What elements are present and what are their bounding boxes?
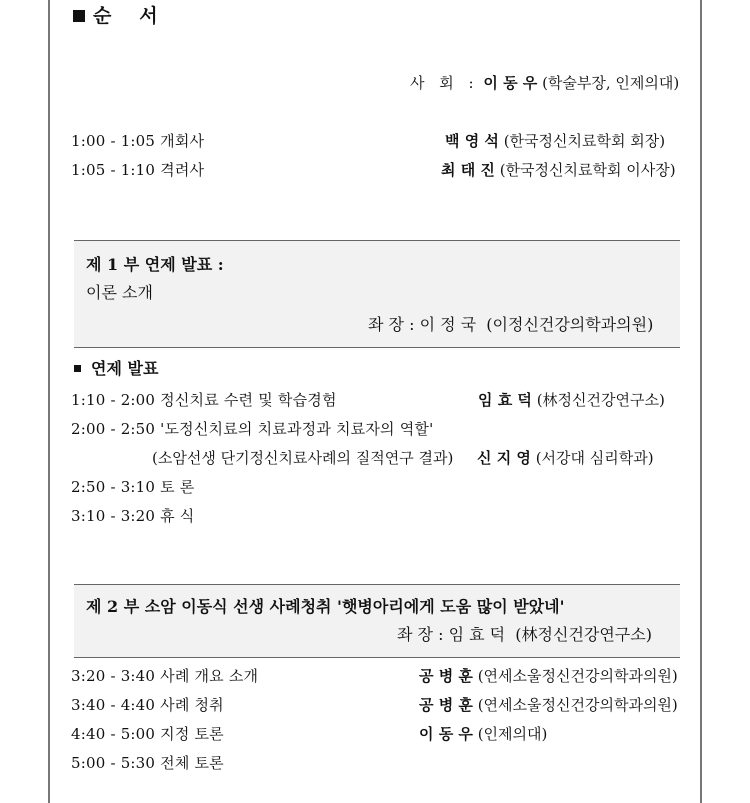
chair-label: 좌 장 : [397, 625, 444, 644]
speaker-affiliation: (인제의대) [477, 725, 548, 743]
talk-row-2-subtitle: (소암선생 단기정신치료사례의 질적연구 결과) [152, 449, 454, 467]
speaker-name: 최 태 진 [441, 161, 495, 179]
page-border-left [48, 0, 50, 803]
host-affiliation: (학술부장, 인제의대) [542, 74, 680, 92]
part1-subtitle: 이론 소개 [86, 283, 153, 302]
session2-row-1-speaker [419, 666, 678, 686]
session2-row-3-speaker [419, 724, 547, 744]
section-heading [73, 6, 160, 26]
section-heading-text: 순 서 [93, 5, 160, 27]
talk-row-2-speaker [477, 448, 654, 468]
chair-name: 임 효 덕 (林정신건강연구소) [448, 625, 652, 644]
speaker-affiliation: (연세소울정신건강의학과의원) [477, 667, 678, 685]
talks-heading-text: 연제 발표 [91, 359, 159, 378]
chair-name: 이 정 국 (이정신건강의학과의원) [419, 315, 654, 334]
square-bullet-icon [74, 365, 81, 372]
talk-row-2-time: 2:00 - 2:50 '도정신치료의 치료과정과 치료자의 역할' [71, 420, 434, 438]
speaker-affiliation: (연세소울정신건강의학과의원) [477, 696, 678, 714]
speaker-name: 백 영 석 [445, 132, 499, 150]
page-border-right [700, 0, 702, 803]
part2-box [74, 584, 680, 658]
session2-row-2-time: 3:40 - 4:40 사례 청취 [71, 696, 224, 714]
speaker-name: 공 병 훈 [419, 696, 473, 714]
opening-speaker-1 [445, 131, 665, 151]
talk-row-1-time: 1:10 - 2:00 정신치료 수련 및 학습경험 [71, 391, 337, 409]
speaker-affiliation: (서강대 심리학과) [535, 449, 654, 467]
talk-row-4-time: 3:10 - 3:20 휴 식 [71, 507, 195, 525]
session2-row-2-speaker [419, 695, 678, 715]
session2-row-4-time: 5:00 - 5:30 전체 토론 [71, 754, 224, 772]
opening-speaker-2 [441, 160, 676, 180]
speaker-name: 이 동 우 [419, 725, 473, 743]
square-bullet-icon [73, 10, 85, 22]
session2-row-1-time: 3:20 - 3:40 사례 개요 소개 [71, 667, 259, 685]
host-line [410, 73, 679, 93]
opening-time-1: 1:00 - 1:05 개회사 [71, 132, 205, 150]
speaker-name: 공 병 훈 [419, 667, 473, 685]
part2-title: 제 2 부 소암 이동식 선생 사례청취 '햇병아리에게 도움 많이 받았네' [86, 597, 565, 616]
part1-title: 제 1 부 연제 발표 : [86, 255, 224, 274]
chair-label: 좌 장 : [368, 315, 415, 334]
part1-chair [368, 315, 653, 335]
opening-time-2: 1:05 - 1:10 격려사 [71, 161, 205, 179]
speaker-affiliation: (한국정신치료학회 이사장) [499, 161, 676, 179]
speaker-affiliation: (한국정신치료학회 회장) [503, 132, 666, 150]
speaker-name: 임 효 덕 [478, 391, 532, 409]
talk-row-1-speaker [478, 390, 665, 410]
host-name: 이 동 우 [483, 74, 538, 92]
host-label: 사 회 : [410, 74, 479, 92]
session2-row-3-time: 4:40 - 5:00 지정 토론 [71, 725, 224, 743]
speaker-name: 신 지 영 [477, 449, 531, 467]
part2-chair [397, 625, 652, 645]
talk-row-3-time: 2:50 - 3:10 토 론 [71, 478, 195, 496]
talks-heading [74, 359, 158, 379]
speaker-affiliation: (林정신건강연구소) [536, 391, 665, 409]
